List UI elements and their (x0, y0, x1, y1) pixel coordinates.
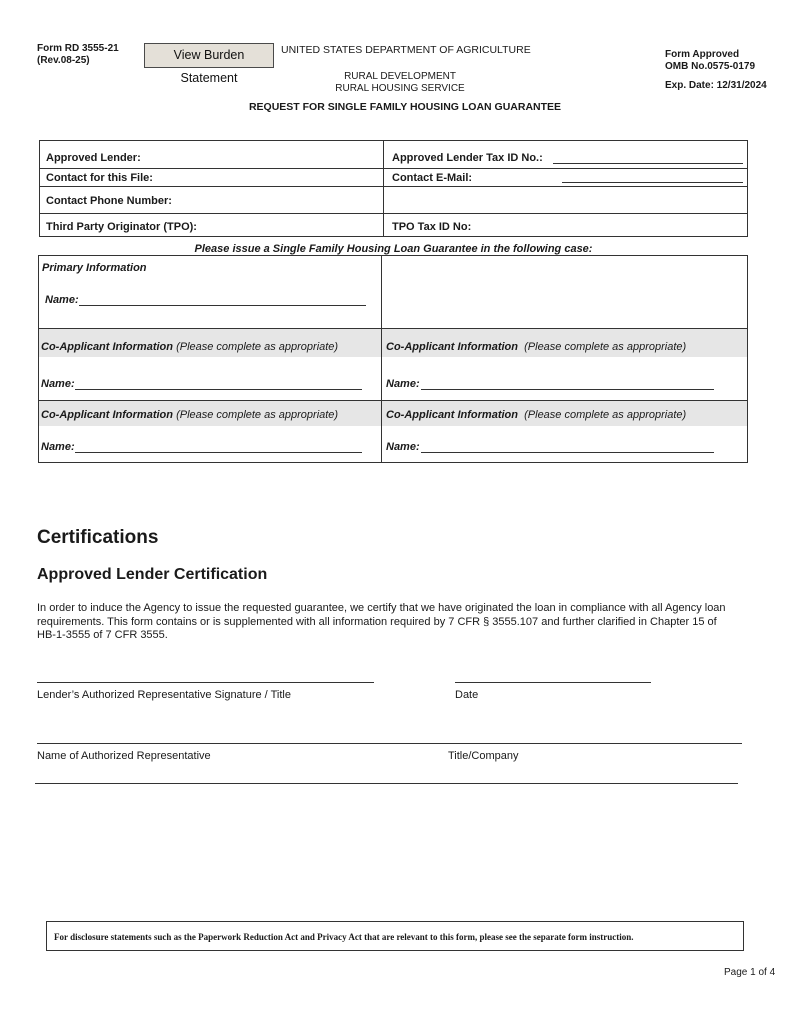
contact-email-label: Contact E-Mail: (392, 172, 473, 184)
page-number: Page 1 of 4 (724, 967, 776, 978)
title-company-line[interactable] (35, 783, 738, 784)
lender-tax-id-field[interactable] (553, 163, 743, 164)
contact-phone-label: Contact Phone Number: (46, 195, 172, 207)
co-applicant-header-3: Co-Applicant Information (Please complete as appropriate) (41, 409, 339, 421)
co-applicant-header-4: Co-Applicant Information (Please complete as appropriate) (386, 409, 687, 421)
applicant-table (38, 255, 748, 463)
lender-tax-id-label: Approved Lender Tax ID No.: (392, 152, 543, 164)
case-heading: Please issue a Single Family Housing Loan Guarantee in the following case: (194, 243, 593, 255)
co-applicant-name-label-3: Name: (41, 441, 75, 453)
primary-info-label: Primary Information (42, 262, 147, 274)
view-burden-statement-button[interactable]: View Burden Statement (144, 43, 274, 68)
form-approved: Form Approved (665, 49, 740, 60)
form-number: Form RD 3555-21 (37, 43, 119, 54)
co-applicant-header-2: Co-Applicant Information (Please complete as appropriate) (386, 341, 687, 353)
form-revision: (Rev.08-25) (37, 55, 90, 66)
primary-name-label: Name: (45, 294, 79, 306)
co-applicant-name-label-4: Name: (386, 441, 420, 453)
signature-label: Lender’s Authorized Representative Signature / Title (37, 689, 291, 701)
approved-lender-label: Approved Lender: (46, 152, 141, 164)
co-applicant-name-field-2[interactable] (421, 389, 714, 390)
primary-name-field[interactable] (79, 305, 366, 306)
signature-line[interactable] (37, 682, 374, 683)
contact-file-label: Contact for this File: (46, 172, 153, 184)
date-line[interactable] (455, 682, 651, 683)
department-name: UNITED STATES DEPARTMENT OF AGRICULTURE (281, 44, 531, 56)
co-applicant-name-label-1: Name: (41, 378, 75, 390)
tpo-tax-id-label: TPO Tax ID No: (392, 221, 472, 233)
representative-name-label: Name of Authorized Representative (37, 750, 211, 762)
certifications-heading: Certifications (37, 527, 159, 548)
co-applicant-name-field-1[interactable] (75, 389, 362, 390)
representative-name-line[interactable] (37, 743, 742, 744)
disclosure-box: For disclosure statements such as the Paperwork Reduction Act and Privacy Act that are relevant to this form, please see the separate form instruction. (46, 921, 744, 951)
contact-email-field[interactable] (562, 182, 743, 183)
agency-name-1: RURAL DEVELOPMENT (344, 71, 456, 82)
tpo-label: Third Party Originator (TPO): (46, 221, 197, 233)
co-applicant-name-field-4[interactable] (421, 452, 714, 453)
co-applicant-name-field-3[interactable] (75, 452, 362, 453)
omb-number: OMB No.0575-0179 (665, 61, 756, 72)
co-applicant-header-1: Co-Applicant Information (Please complete as appropriate) (41, 341, 339, 353)
agency-name-2: RURAL HOUSING SERVICE (335, 83, 465, 94)
co-applicant-name-label-2: Name: (386, 378, 420, 390)
title-company-label: Title/Company (448, 750, 519, 762)
form-title: REQUEST FOR SINGLE FAMILY HOUSING LOAN GUARANTEE (248, 101, 562, 113)
expiration-date: Exp. Date: 12/31/2024 (665, 80, 767, 91)
certification-paragraph: In order to induce the Agency to issue the requested guarantee, we certify that we have originated the loan in compliance with all Agency loan requirements. This form contains or is supplemented with all information required by 7 CFR § 3555.107 and further clarified in Chapter 15 of HB-1-3555 of 7 CFR 3555. (37, 602, 726, 641)
date-label: Date (455, 689, 479, 701)
lender-certification-heading: Approved Lender Certification (37, 566, 268, 583)
